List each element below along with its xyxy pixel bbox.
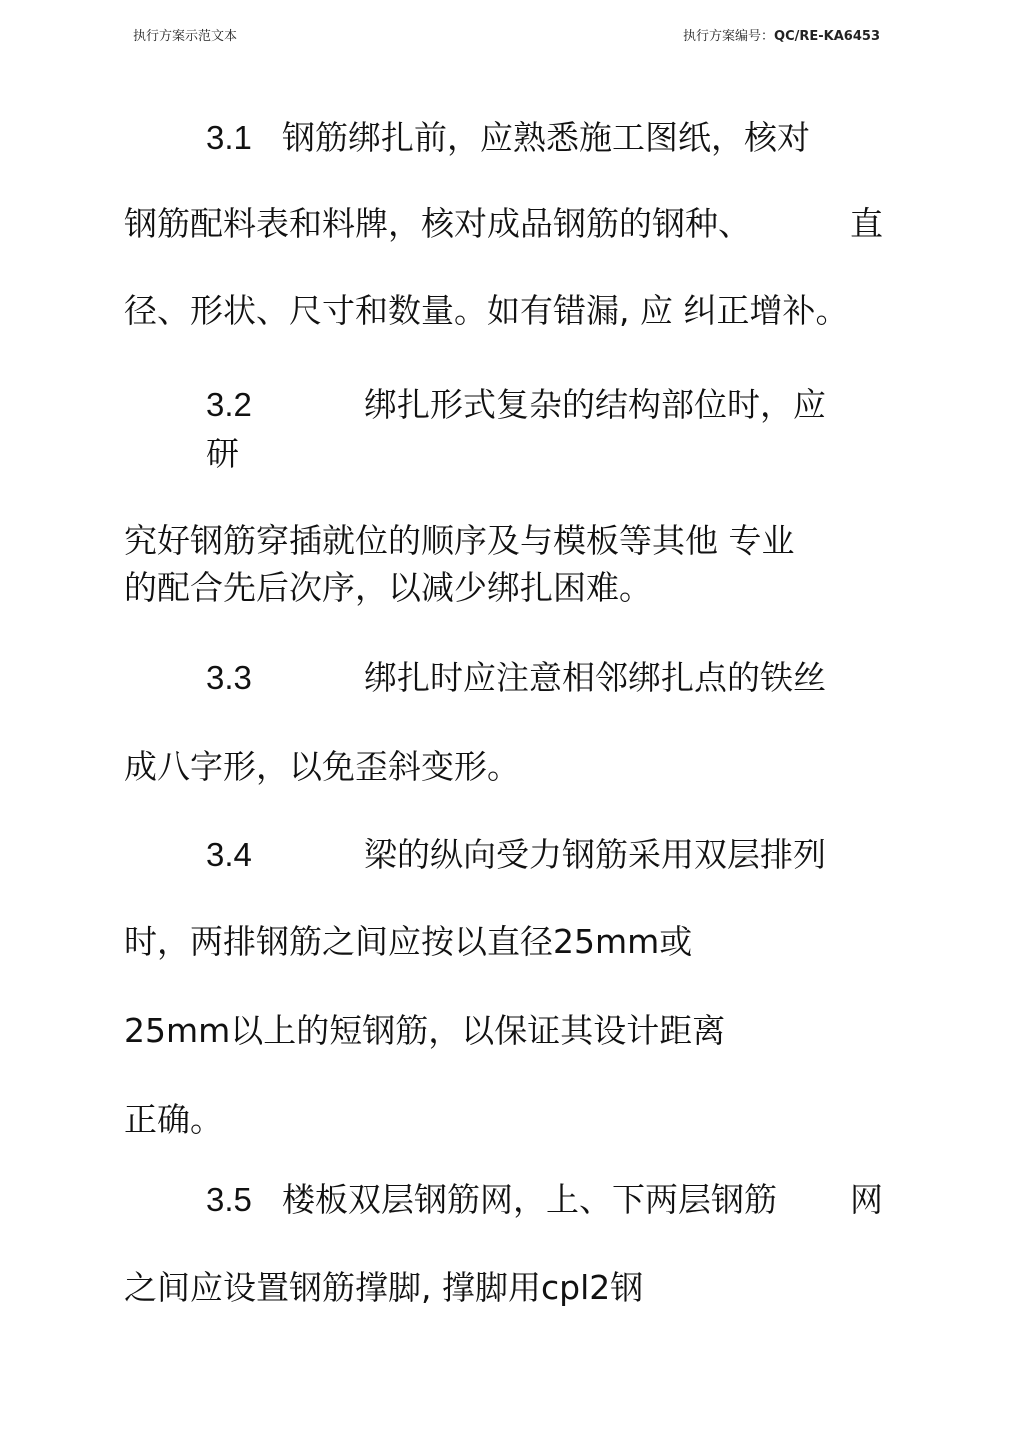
section-3-3-line-2: 成八字形，以免歪斜变形。 xyxy=(124,747,520,786)
header-doc-number xyxy=(683,28,880,46)
doc-number-code: QC/RE-KA6453 xyxy=(774,29,880,44)
section-3-1-number: 3.1 xyxy=(206,119,252,156)
section-3-2-number: 3.2 xyxy=(206,386,252,423)
section-3-2-line-2: 究好钢筋穿插就位的顺序及与模板等其他 专业 xyxy=(124,521,795,560)
header-doc-title: 执行方案示范文本 xyxy=(133,29,238,44)
section-3-1-line-2: 钢筋配料表和料牌，核对成品钢筋的钢种、 xyxy=(124,204,751,243)
section-3-4-line-2: 时，两排钢筋之间应按以直径25mm或 xyxy=(124,922,693,961)
section-3-3-line-1: 绑扎时应注意相邻绑扎点的铁丝 xyxy=(364,658,826,697)
section-3-2-line-1: 绑扎形式复杂的结构部位时，应 xyxy=(364,385,826,424)
section-3-4-line-4: 正确。 xyxy=(124,1100,223,1139)
section-3-1-line-3: 径、形状、尺寸和数量。如有错漏, 应 纠正增补。 xyxy=(124,291,849,330)
section-3-4-line-3: 25mm以上的短钢筋，以保证其设计距离 xyxy=(124,1011,726,1050)
section-3-5-line-1-end: 网 xyxy=(850,1180,883,1219)
section-3-1-line-2-end: 直 xyxy=(850,204,883,243)
section-3-4-line-1: 梁的纵向受力钢筋采用双层排列 xyxy=(364,835,826,874)
section-3-5-line-1: 楼板双层钢筋网，上、下两层钢筋 xyxy=(282,1180,777,1219)
section-3-3-number: 3.3 xyxy=(206,659,252,696)
doc-number-label: 执行方案编号： xyxy=(683,29,775,44)
section-3-1-line-1: 钢筋绑扎前，应熟悉施工图纸，核对 xyxy=(282,118,810,157)
section-3-4-number: 3.4 xyxy=(206,836,252,873)
section-3-5-number: 3.5 xyxy=(206,1181,252,1218)
section-3-2-line-1-wrap: 研 xyxy=(206,435,239,472)
section-3-2-line-3: 的配合先后次序，以减少绑扎困难。 xyxy=(124,568,652,607)
section-3-5-line-2: 之间应设置钢筋撑脚, 撑脚用cpl2钢 xyxy=(124,1268,644,1307)
